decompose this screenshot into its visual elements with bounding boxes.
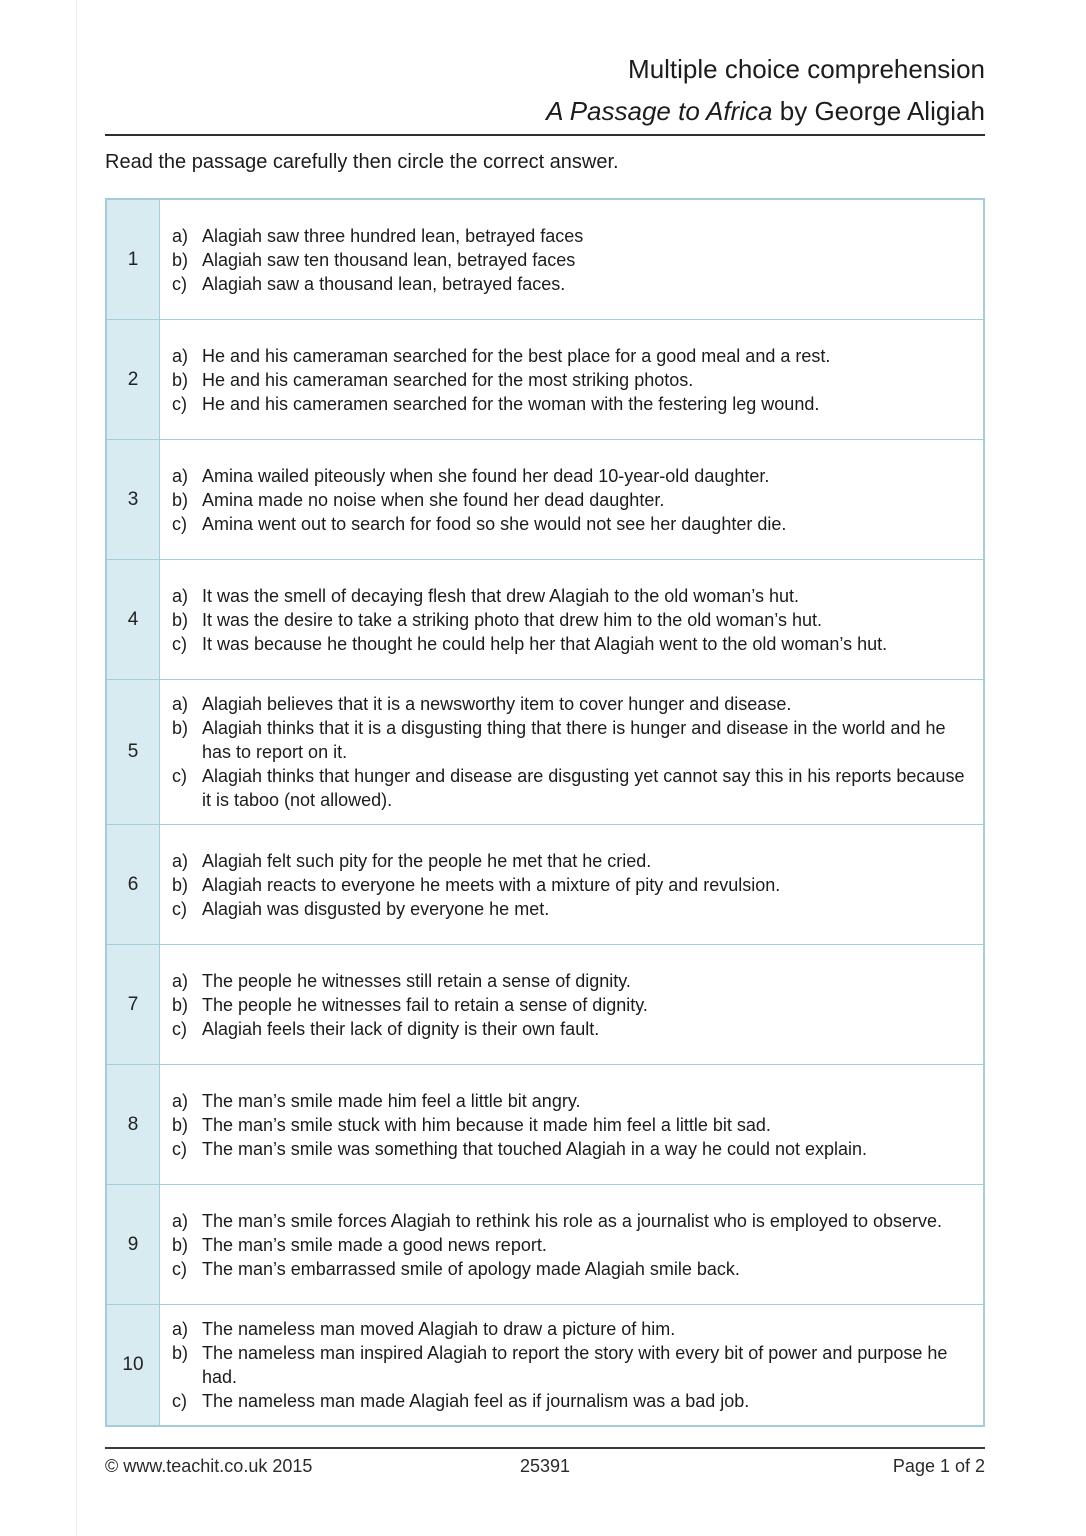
option-text: Alagiah saw a thousand lean, betrayed faces.: [202, 273, 566, 294]
question-row: [106, 199, 984, 320]
options-list: [172, 1209, 975, 1281]
question-options-cell: [160, 1065, 985, 1185]
question-options-cell: [160, 320, 985, 440]
question-number: 9: [106, 1185, 160, 1305]
option-text: The nameless man inspired Alagiah to report the story with every bit of power and purpose he had.: [202, 1343, 948, 1387]
question-options-cell: [160, 945, 985, 1065]
page-content: [105, 0, 985, 1427]
answer-option: [172, 272, 975, 296]
question-row: [106, 825, 984, 945]
question-number: 6: [106, 825, 160, 945]
question-options-cell: [160, 1305, 985, 1427]
answer-option: [172, 368, 975, 392]
options-list: [172, 692, 975, 812]
question-row: [106, 1065, 984, 1185]
option-letter: a): [172, 585, 189, 606]
answer-option: [172, 1257, 975, 1281]
question-number: 2: [106, 320, 160, 440]
option-letter: c): [172, 393, 187, 414]
answer-option: [172, 392, 975, 416]
answer-option: [172, 464, 975, 488]
worksheet-title: Multiple choice comprehension: [628, 54, 985, 84]
option-text: He and his cameraman searched for the best place for a good meal and a rest.: [202, 345, 831, 366]
answer-option: [172, 1341, 975, 1389]
option-letter: b): [172, 489, 189, 510]
answer-option: [172, 1233, 975, 1257]
option-letter: c): [172, 273, 187, 294]
answer-option: [172, 897, 975, 921]
options-list: [172, 849, 975, 921]
answer-option: [172, 608, 975, 632]
option-letter: b): [172, 994, 189, 1015]
option-text: Alagiah saw ten thousand lean, betrayed faces: [202, 249, 576, 270]
passage-author: by George Aligiah: [772, 96, 985, 126]
options-list: [172, 224, 975, 296]
question-row: [106, 320, 984, 440]
options-list: [172, 344, 975, 416]
question-number: 10: [106, 1305, 160, 1427]
question-number: 3: [106, 440, 160, 560]
option-letter: a): [172, 850, 189, 871]
answer-option: [172, 248, 975, 272]
option-letter: a): [172, 1319, 189, 1339]
option-text: The nameless man made Alagiah feel as if journalism was a bad job.: [202, 1391, 750, 1411]
question-options-cell: [160, 1185, 985, 1305]
option-letter: b): [172, 1234, 189, 1255]
option-letter: b): [172, 369, 189, 390]
option-letter: a): [172, 1210, 189, 1231]
option-letter: a): [172, 345, 189, 366]
option-text: The man’s smile was something that touched Alagiah in a way he could not explain.: [202, 1138, 868, 1159]
option-text: Alagiah was disgusted by everyone he met.: [202, 898, 550, 919]
page-footer: [105, 1447, 985, 1477]
option-letter: b): [172, 609, 189, 630]
answer-option: [172, 584, 975, 608]
answer-option: [172, 488, 975, 512]
question-row: [106, 680, 984, 825]
answer-option: [172, 1113, 975, 1137]
option-letter: c): [172, 1138, 187, 1159]
option-text: The nameless man moved Alagiah to draw a picture of him.: [202, 1319, 676, 1339]
answer-option: [172, 873, 975, 897]
option-text: Alagiah reacts to everyone he meets with a mixture of pity and revulsion.: [202, 874, 781, 895]
page-edge-line: [76, 0, 77, 1536]
options-list: [172, 969, 975, 1041]
option-letter: b): [172, 1114, 189, 1135]
question-number: 8: [106, 1065, 160, 1185]
option-text: Alagiah saw three hundred lean, betrayed faces: [202, 225, 584, 246]
option-text: He and his cameramen searched for the woman with the festering leg wound.: [202, 393, 820, 414]
worksheet-header: [105, 0, 985, 136]
question-number: 7: [106, 945, 160, 1065]
option-text: Alagiah thinks that hunger and disease are disgusting yet cannot say this in his reports because it is taboo (not allowed).: [202, 766, 965, 810]
answer-option: [172, 716, 975, 764]
option-letter: b): [172, 874, 189, 895]
question-options-cell: [160, 825, 985, 945]
option-text: The man’s embarrassed smile of apology made Alagiah smile back.: [202, 1258, 740, 1279]
answer-option: [172, 632, 975, 656]
question-row: [106, 1305, 984, 1427]
option-text: Alagiah thinks that it is a disgusting thing that there is hunger and disease in the world and he has to report on it.: [202, 718, 946, 762]
answer-option: [172, 1209, 975, 1233]
option-letter: a): [172, 970, 189, 991]
answer-option: [172, 1089, 975, 1113]
option-letter: a): [172, 225, 189, 246]
options-list: [172, 584, 975, 656]
questions-table: [105, 198, 985, 1427]
question-row: [106, 440, 984, 560]
options-list: [172, 1317, 975, 1413]
option-text: Alagiah feels their lack of dignity is their own fault.: [202, 1018, 600, 1039]
question-options-cell: [160, 440, 985, 560]
question-number: 5: [106, 680, 160, 825]
option-letter: c): [172, 1018, 187, 1039]
footer-copyright: © www.teachit.co.uk 2015: [105, 1456, 313, 1476]
option-letter: c): [172, 1258, 187, 1279]
question-row: [106, 560, 984, 680]
option-text: The man’s smile made a good news report.: [202, 1234, 547, 1255]
option-letter: b): [172, 249, 189, 270]
question-row: [106, 1185, 984, 1305]
option-letter: a): [172, 465, 189, 486]
option-text: The man’s smile stuck with him because it made him feel a little bit sad.: [202, 1114, 771, 1135]
worksheet-subtitle: [105, 98, 985, 124]
answer-option: [172, 1017, 975, 1041]
option-letter: c): [172, 766, 187, 786]
option-letter: a): [172, 694, 189, 714]
question-row: [106, 945, 984, 1065]
options-list: [172, 464, 975, 536]
questions-tbody: [106, 199, 984, 1426]
option-text: It was the smell of decaying flesh that drew Alagiah to the old woman’s hut.: [202, 585, 800, 606]
question-options-cell: [160, 560, 985, 680]
option-text: Amina went out to search for food so she would not see her daughter die.: [202, 513, 787, 534]
option-letter: a): [172, 1090, 189, 1111]
option-letter: c): [172, 1391, 187, 1411]
option-text: The man’s smile forces Alagiah to rethink his role as a journalist who is employed to observe.: [202, 1210, 943, 1231]
question-options-cell: [160, 199, 985, 320]
option-letter: b): [172, 1343, 189, 1363]
answer-option: [172, 512, 975, 536]
option-text: Alagiah felt such pity for the people he met that he cried.: [202, 850, 652, 871]
option-letter: c): [172, 633, 187, 654]
option-letter: c): [172, 513, 187, 534]
answer-option: [172, 969, 975, 993]
option-text: It was because he thought he could help her that Alagiah went to the old woman’s hut.: [202, 633, 888, 654]
option-text: The people he witnesses still retain a sense of dignity.: [202, 970, 631, 991]
passage-title: A Passage to Africa: [546, 96, 773, 126]
answer-option: [172, 764, 975, 812]
option-text: It was the desire to take a striking photo that drew him to the old woman’s hut.: [202, 609, 822, 630]
answer-option: [172, 1317, 975, 1341]
instruction-text: Read the passage carefully then circle the correct answer.: [105, 151, 619, 173]
answer-option: [172, 224, 975, 248]
answer-option: [172, 849, 975, 873]
option-text: He and his cameraman searched for the most striking photos.: [202, 369, 694, 390]
answer-option: [172, 1389, 975, 1413]
question-options-cell: [160, 680, 985, 825]
answer-option: [172, 692, 975, 716]
option-letter: b): [172, 718, 189, 738]
answer-option: [172, 993, 975, 1017]
answer-option: [172, 1137, 975, 1161]
question-number: 4: [106, 560, 160, 680]
option-text: Amina wailed piteously when she found her dead 10-year-old daughter.: [202, 465, 770, 486]
options-list: [172, 1089, 975, 1161]
option-text: The people he witnesses fail to retain a sense of dignity.: [202, 994, 648, 1015]
option-text: Amina made no noise when she found her dead daughter.: [202, 489, 665, 510]
question-number: 1: [106, 199, 160, 320]
footer-document-id: 25391: [519, 1456, 571, 1476]
option-text: Alagiah believes that it is a newsworthy item to cover hunger and disease.: [202, 694, 792, 714]
answer-option: [172, 344, 975, 368]
option-letter: c): [172, 898, 187, 919]
footer-page-number: Page 1 of 2: [892, 1456, 985, 1476]
option-text: The man’s smile made him feel a little bit angry.: [202, 1090, 581, 1111]
